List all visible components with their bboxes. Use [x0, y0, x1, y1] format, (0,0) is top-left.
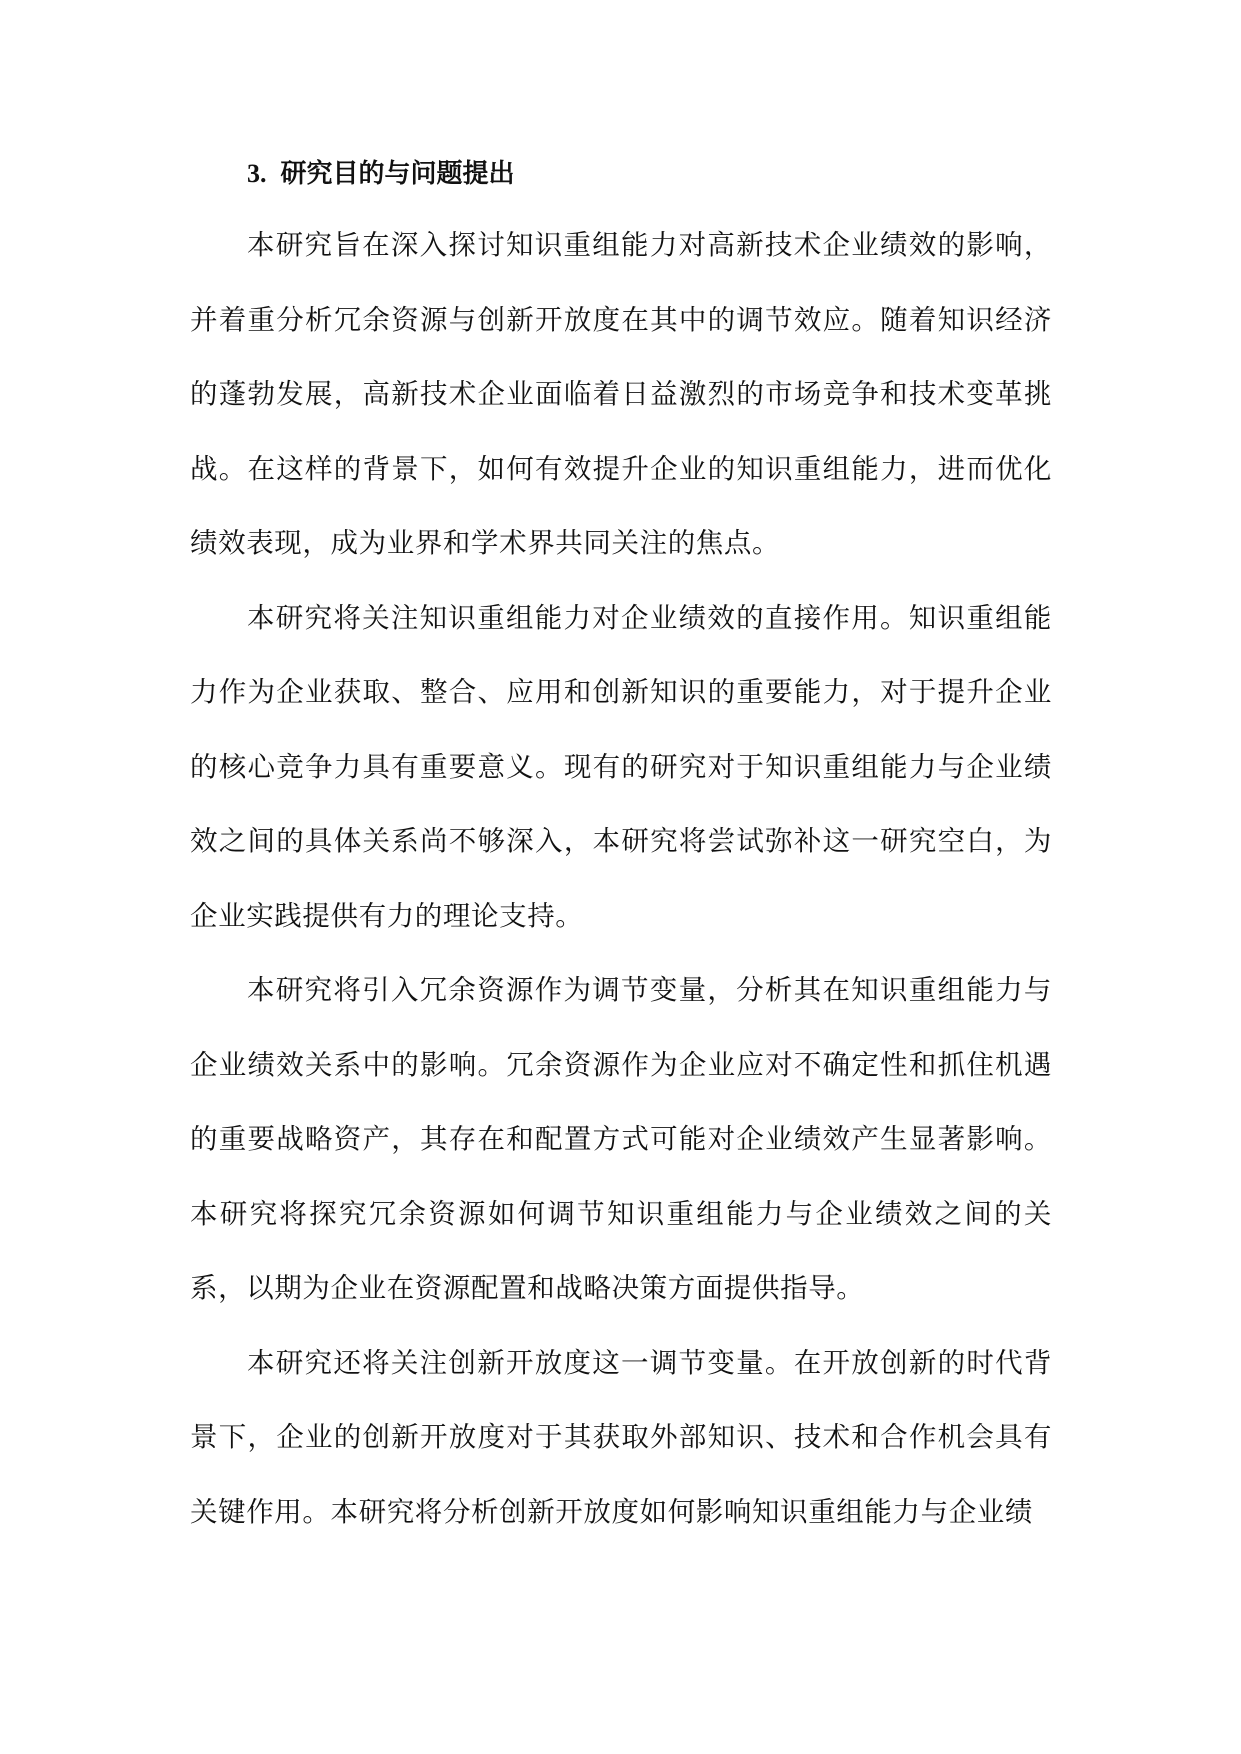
paragraph-3: 本研究将引入冗余资源作为调节变量，分析其在知识重组能力与企业绩效关系中的影响。冗余资源作为企业应对不确定性和抓住机遇的重要战略资产，其存在和配置方式可能对企业绩效产生显著影响。本研究将探究冗余资源如何调节知识重组能力与企业绩效之间的关系，以期为企业在资源配置和战略决策方面提供指导。	[190, 974, 1052, 1304]
section-heading	[190, 140, 1052, 208]
document-body	[190, 140, 1052, 1549]
paragraph-4: 本研究还将关注创新开放度这一调节变量。在开放创新的时代背景下，企业的创新开放度对于其获取外部知识、技术和合作机会具有关键作用。本研究将分析创新开放度如何影响知识重组能力与企业绩	[190, 1346, 1052, 1528]
section-title: 研究目的与问题提出	[280, 159, 515, 189]
paragraph-2: 本研究将关注知识重组能力对企业绩效的直接作用。知识重组能力作为企业获取、整合、应用和创新知识的重要能力，对于提升企业的核心竞争力具有重要意义。现有的研究对于知识重组能力与企业绩效之间的具体关系尚不够深入，本研究将尝试弥补这一研究空白，为企业实践提供有力的理论支持。	[190, 601, 1052, 932]
section-number: 3.	[247, 159, 267, 188]
paragraph-1: 本研究旨在深入探讨知识重组能力对高新技术企业绩效的影响，并着重分析冗余资源与创新开放度在其中的调节效应。随着知识经济的蓬勃发展，高新技术企业面临着日益激烈的市场竞争和技术变革挑战。在这样的背景下，如何有效提升企业的知识重组能力，进而优化绩效表现，成为业界和学术界共同关注的焦点。	[190, 229, 1052, 559]
